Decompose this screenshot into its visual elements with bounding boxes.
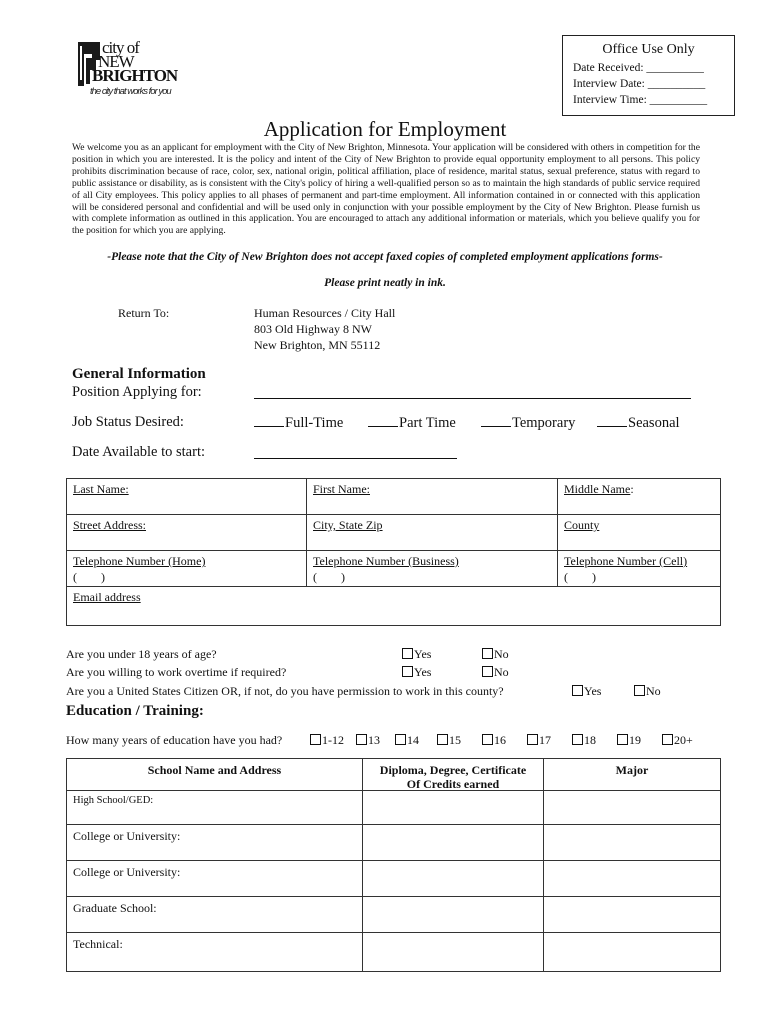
general-information-heading: General Information bbox=[72, 366, 206, 382]
school-cell[interactable] bbox=[67, 897, 363, 932]
years-option-20-plus[interactable] bbox=[662, 733, 693, 748]
yes-label: Yes bbox=[414, 647, 432, 661]
years-option-16[interactable] bbox=[482, 733, 506, 748]
checkbox-icon[interactable] bbox=[437, 734, 448, 745]
under-18-no-option[interactable] bbox=[482, 647, 509, 662]
option-label: 15 bbox=[449, 733, 461, 747]
diploma-cell[interactable] bbox=[363, 861, 544, 896]
job-status-part-time[interactable] bbox=[368, 414, 456, 432]
diploma-cell[interactable] bbox=[363, 791, 544, 824]
row-label: Graduate School: bbox=[73, 901, 157, 915]
years-option-1-12[interactable] bbox=[310, 733, 344, 748]
logo-text-city-of: city of bbox=[102, 38, 139, 57]
row-label: Technical: bbox=[73, 937, 123, 951]
years-option-18[interactable] bbox=[572, 733, 596, 748]
row-label: College or University: bbox=[73, 829, 181, 843]
diploma-header-line2: Of Credits earned bbox=[406, 777, 500, 791]
checkbox-icon[interactable] bbox=[634, 685, 645, 696]
citizen-yes-option[interactable] bbox=[572, 684, 601, 699]
education-row-graduate bbox=[67, 897, 720, 933]
fax-note: -Please note that the City of New Brighton does not accept faxed copies of completed employment applications forms- bbox=[107, 251, 663, 263]
checkbox-icon[interactable] bbox=[482, 666, 493, 677]
question-under-18: Are you under 18 years of age? bbox=[66, 647, 217, 661]
job-status-full-time[interactable] bbox=[254, 414, 343, 432]
question-citizen: Are you a United States Citizen OR, if not, do you have permission to work in this county? bbox=[66, 684, 504, 698]
checkbox-icon[interactable] bbox=[527, 734, 538, 745]
return-address-line2: 803 Old Highway 8 NW bbox=[254, 322, 372, 336]
major-cell[interactable] bbox=[544, 791, 720, 824]
logo-tagline: the city that works for you bbox=[90, 86, 171, 97]
education-years-question: How many years of education have you had? bbox=[66, 733, 283, 747]
school-cell[interactable] bbox=[67, 825, 363, 860]
education-table-header bbox=[67, 759, 720, 791]
city-logo bbox=[76, 38, 216, 100]
date-received-field: Date Received: __________ bbox=[573, 62, 704, 74]
citizen-no-option[interactable] bbox=[634, 684, 661, 699]
major-header: Major bbox=[615, 763, 649, 777]
checkbox-icon[interactable] bbox=[572, 685, 583, 696]
job-status-seasonal[interactable] bbox=[597, 414, 680, 432]
under-18-yes-option[interactable] bbox=[402, 647, 431, 662]
option-label: 13 bbox=[368, 733, 380, 747]
school-cell[interactable] bbox=[67, 791, 363, 824]
question-overtime: Are you willing to work overtime if required? bbox=[66, 665, 287, 679]
last-name-label: Last Name: bbox=[73, 482, 129, 496]
temporary-blank[interactable] bbox=[481, 414, 511, 427]
diploma-cell[interactable] bbox=[363, 897, 544, 932]
address-row bbox=[67, 515, 720, 551]
telephone-home-cell[interactable] bbox=[67, 551, 307, 586]
years-option-13[interactable] bbox=[356, 733, 380, 748]
row-label: High School/GED: bbox=[73, 795, 154, 806]
first-name-cell[interactable] bbox=[307, 479, 558, 514]
no-label: No bbox=[646, 684, 661, 698]
school-cell[interactable] bbox=[67, 861, 363, 896]
street-address-label: Street Address: bbox=[73, 518, 146, 532]
email-cell[interactable] bbox=[67, 587, 720, 625]
part-time-blank[interactable] bbox=[368, 414, 398, 427]
middle-name-label: Middle Name bbox=[564, 482, 631, 496]
checkbox-icon[interactable] bbox=[482, 734, 493, 745]
full-time-label: Full-Time bbox=[285, 415, 344, 431]
position-applying-label: Position Applying for: bbox=[72, 384, 202, 400]
telephone-business-label: Telephone Number (Business) bbox=[313, 554, 459, 568]
middle-name-cell[interactable] bbox=[558, 479, 720, 514]
yes-label: Yes bbox=[584, 684, 602, 698]
major-cell[interactable] bbox=[544, 861, 720, 896]
school-cell[interactable] bbox=[67, 933, 363, 971]
option-label: 1-12 bbox=[322, 733, 344, 747]
return-address-line1: Human Resources / City Hall bbox=[254, 306, 396, 320]
city-state-zip-label: City, State Zip bbox=[313, 518, 383, 532]
checkbox-icon[interactable] bbox=[402, 648, 413, 659]
diploma-cell[interactable] bbox=[363, 825, 544, 860]
telephone-business-area-code: ( ) bbox=[313, 570, 345, 584]
telephone-cell-label: Telephone Number (Cell) bbox=[564, 554, 688, 568]
checkbox-icon[interactable] bbox=[572, 734, 583, 745]
checkbox-icon[interactable] bbox=[356, 734, 367, 745]
education-table bbox=[66, 758, 721, 972]
no-label: No bbox=[494, 665, 509, 679]
last-name-cell[interactable] bbox=[67, 479, 307, 514]
education-row-college-1 bbox=[67, 825, 720, 861]
years-option-19[interactable] bbox=[617, 733, 641, 748]
return-to-label: Return To: bbox=[118, 306, 170, 320]
yes-label: Yes bbox=[414, 665, 432, 679]
seasonal-label: Seasonal bbox=[628, 415, 680, 431]
years-option-15[interactable] bbox=[437, 733, 461, 748]
part-time-label: Part Time bbox=[399, 415, 456, 431]
option-label: 18 bbox=[584, 733, 596, 747]
option-label: 17 bbox=[539, 733, 551, 747]
telephone-cell-area-code: ( ) bbox=[564, 570, 596, 584]
telephone-row bbox=[67, 551, 720, 587]
print-note: Please print neatly in ink. bbox=[324, 277, 446, 289]
option-label: 14 bbox=[407, 733, 419, 747]
interview-time-field: Interview Time: __________ bbox=[573, 94, 708, 106]
years-option-14[interactable] bbox=[395, 733, 419, 748]
return-address-line3: New Brighton, MN 55112 bbox=[254, 338, 381, 352]
checkbox-icon[interactable] bbox=[617, 734, 628, 745]
major-cell[interactable] bbox=[544, 933, 720, 971]
diploma-cell[interactable] bbox=[363, 933, 544, 971]
checkbox-icon[interactable] bbox=[402, 666, 413, 677]
major-cell[interactable] bbox=[544, 825, 720, 860]
checkbox-icon[interactable] bbox=[662, 734, 673, 745]
middle-name-colon: : bbox=[630, 482, 634, 496]
telephone-home-area-code: ( ) bbox=[73, 570, 105, 584]
overtime-yes-option[interactable] bbox=[402, 665, 431, 680]
option-label: 16 bbox=[494, 733, 506, 747]
diploma-header bbox=[363, 759, 544, 790]
city-state-zip-cell[interactable] bbox=[307, 515, 558, 550]
first-name-label: First Name: bbox=[313, 482, 370, 496]
telephone-business-cell[interactable] bbox=[307, 551, 558, 586]
name-row bbox=[67, 479, 720, 515]
office-use-box bbox=[562, 35, 735, 116]
logo-text-new: NEW bbox=[98, 52, 134, 71]
education-heading: Education / Training: bbox=[66, 703, 204, 719]
position-applying-field[interactable] bbox=[254, 398, 691, 399]
checkbox-icon[interactable] bbox=[482, 648, 493, 659]
row-label: College or University: bbox=[73, 865, 181, 879]
telephone-home-label: Telephone Number (Home) bbox=[73, 554, 206, 568]
school-name-header: School Name and Address bbox=[67, 759, 363, 790]
education-row-high-school bbox=[67, 791, 720, 825]
job-status-label: Job Status Desired: bbox=[72, 414, 184, 430]
checkbox-icon[interactable] bbox=[395, 734, 406, 745]
street-address-cell[interactable] bbox=[67, 515, 307, 550]
county-cell[interactable] bbox=[558, 515, 720, 550]
major-cell[interactable] bbox=[544, 897, 720, 932]
full-time-blank[interactable] bbox=[254, 414, 284, 427]
years-option-17[interactable] bbox=[527, 733, 551, 748]
logo-text-brighton: BRIGHTON bbox=[92, 66, 178, 85]
job-status-temporary[interactable] bbox=[481, 414, 575, 432]
office-use-title: Office Use Only bbox=[602, 42, 695, 57]
county-label: County bbox=[564, 518, 600, 532]
email-label: Email address bbox=[73, 590, 141, 604]
education-row-college-2 bbox=[67, 861, 720, 897]
seasonal-blank[interactable] bbox=[597, 414, 627, 427]
option-label: 20+ bbox=[674, 733, 693, 747]
interview-date-field: Interview Date: __________ bbox=[573, 78, 706, 90]
contact-grid bbox=[66, 478, 721, 626]
overtime-no-option[interactable] bbox=[482, 665, 509, 680]
diploma-header-line1: Diploma, Degree, Certificate bbox=[379, 763, 527, 777]
date-available-label: Date Available to start: bbox=[72, 444, 206, 460]
page-title: Application for Employment bbox=[263, 117, 507, 141]
checkbox-icon[interactable] bbox=[310, 734, 321, 745]
no-label: No bbox=[494, 647, 509, 661]
email-row bbox=[67, 587, 720, 625]
date-available-field[interactable] bbox=[254, 458, 457, 459]
education-row-technical bbox=[67, 933, 720, 971]
telephone-cell-cell[interactable] bbox=[558, 551, 720, 586]
temporary-label: Temporary bbox=[512, 415, 576, 431]
intro-paragraph: We welcome you as an applicant for employment with the City of New Brighton, Minnesota. Your application will be considered with others in competition for the position in which you are interested. It is the policy and intent of the City of New Brighton to provide equal opportunity employment to all persons. This policy prohibits discrimination because of race, color, sex, national origin, political affiliation, place of residence, marital status, sexual preference, status with regard to public assistance or disability, as is consistent with the City's policy of hiring a well-qualified person so as to maintain the high standards of public service required of all City employees. This policy applies to all phases of permanent and part-time employment. All information contained in or connected with this application will be considered personal and confidential and will be used only in conjunction with your possible employment by the City of New Brighton. Please furnish us with complete information as outlined in this application. You are encouraged to attach any additional information or materials, which you believe qualify you for the position for which you are applying. bbox=[72, 142, 700, 237]
option-label: 19 bbox=[629, 733, 641, 747]
